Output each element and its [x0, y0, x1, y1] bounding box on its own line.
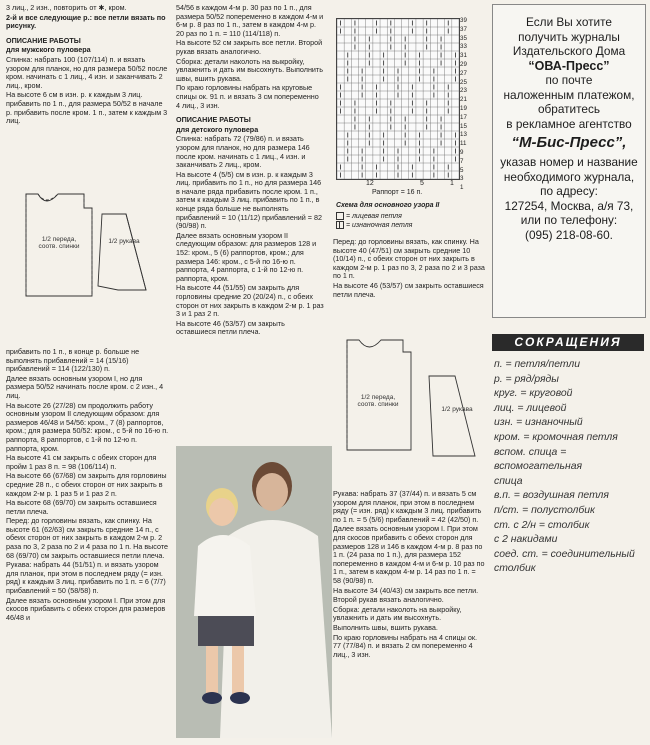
chart-row-number: 19 [460, 104, 467, 112]
text-kid-increases: На высоте 4 (5/5) см в изн. р. к каждым 3 лиц. прибавить по 1 п., но для размера 146 в начале ряда прибавить после кром. 1 п., затем к каждым 3 лиц. прибавить по 1 п., в конце ряда больше не выполнять прибавлений = 10 (11/12) прибавлений = 82 (90/98) п. [176, 169, 322, 231]
legend-purl-label: = изнаночная петля [345, 221, 413, 229]
heading-men: ОПИСАНИЕ РАБОТЫ [6, 35, 81, 45]
chart-row-number: 5 [460, 166, 464, 174]
chart-row-number: 7 [460, 157, 464, 165]
chart-row-number: 25 [460, 78, 467, 86]
chart-legend-purl [336, 221, 412, 229]
advert-agency: “М-Бис-Пресс”, [511, 134, 627, 151]
schematic-kid-back-label: 1/2 переда, соотв. спинки [357, 394, 399, 408]
abbr-item: ст. с 2/н = столбик [494, 519, 590, 531]
chart-legend-knit [336, 212, 402, 220]
text-kid-seams: Выполнить швы, вшить рукава. [333, 622, 438, 632]
abbr-item: соед. ст. = соединительный [494, 548, 635, 560]
chart-row-number: 11 [460, 140, 467, 148]
chart-row-number: 1 [460, 184, 464, 192]
abbr-item: п. = петля/петли [494, 359, 580, 370]
text-pattern-row: 3 лиц., 2 изн., повторить от ✱, кром. [6, 3, 127, 12]
advert-line: обратитесь [537, 102, 601, 116]
advert-line: или по телефону: [520, 213, 618, 227]
text-kid-back: Спинка: набрать 72 (79/86) п. и вязать узором для планок, но для размера 146 после кром. начинать с 1 лиц., 4 изн. и заканчивать 2 лиц., кром. [176, 134, 310, 170]
abbr-item: с 2 накидами [494, 534, 558, 546]
subheading-kid: для детского пуловера [176, 124, 259, 134]
chart-foot-5: 5 [420, 180, 424, 187]
text-neckline: На высоте 66 (67/68) см закрыть для горловины средние 28 п., с обеих сторон от них закрыть в каждом 2-м р. 1 раз 5 и 1 раз 2 п. [6, 471, 167, 498]
chart-row-number: 23 [460, 87, 467, 95]
schematic-men-sleeve-label: 1/2 рукава [108, 238, 140, 245]
abbr-item: в.п. = воздушная петля [494, 490, 609, 502]
chart-row-number: 37 [460, 25, 467, 33]
text-kid-sleeves-end: На высоте 34 (40/43) см закрыть все петли. [333, 585, 479, 595]
chart-row-number: 27 [460, 69, 467, 77]
abbr-item: изн. = изнаночный [494, 417, 583, 429]
advert-phone: (095) 218-08-60. [525, 227, 613, 242]
text-kid-sleeves-2: Далее вязать основным узором I. При этом для скосов прибавить с обеих сторон для размеров 128 и 146 в каждом 4-м р. 8 раз по 1 п. (24 раза по 1 п.), для размера 152 попеременно в каждом 4-м и 6-м р. 10 раз по 1 п., затем в каждом 4-м р. 14 раз по 1 п. = 58 (90/98) п. [333, 524, 485, 585]
text-kid-pattern: Далее вязать основным узором II следующим образом: для размеров 128 и 152: кром., 5 (6) раппортов, кром.; для размера 146: кром., с 5-й по 16-ю п. раппорта, 4 раппорта, с 1-й по 12-ю п. раппорта, кром. [176, 230, 317, 283]
advert-box [492, 4, 646, 318]
chart-row-number: 21 [460, 96, 467, 104]
advert-line: указав номер и название [500, 155, 638, 169]
text-shoulders: На высоте 68 (69/70) см закрыть оставшиеся петли плеча. [6, 498, 157, 516]
legend-knit-label: = лицевая петля [345, 212, 402, 220]
advert-line: Если Вы хотите [526, 15, 612, 29]
instructions-column-3 [333, 238, 485, 300]
chart-row-number: 31 [460, 52, 467, 60]
text-assembly: Сборка: детали наколоть на выкройку, увлажнить и дать им высохнуть. Выполнить швы, вшить рукава. [176, 56, 323, 83]
text-back: Спинка: набрать 100 (107/114) п. и вязать узором для планок, но для размера 50/52 после кром. начинать с 1 лиц., 4 изн. и заканчивать 2 лиц., кром. [6, 54, 168, 90]
text-sleeve-end: На высоте 52 см закрыть все петли. Второй рукав вязать аналогично. [176, 38, 323, 56]
text-front: Перед: до горловины вязать, как спинку. На высоте 61 (62/63) см закрыть средние 14 п., с обеих сторон от них закрыть в каждом 2-м р. 2 раза по 3, 2 раза по 2 и 4 раза по 1 п. На высоте 68 (69/70) см закрыть оставшиеся петли плеча. [6, 516, 169, 560]
text-sleeve-cont: 54/56 в каждом 4-м р. 30 раз по 1 п., для размера 50/52 попеременно в каждом 4-м и 6-м р. 8 раз по 1 п., затем в каждом 4-м р. 20 раз по 1 п. = 110 (114/118) п. [176, 3, 324, 38]
chart-row-number: 35 [460, 34, 467, 42]
advert-line: Издательского Дома [512, 44, 626, 58]
advert-address: 127254, Москва, а/я 73, [504, 198, 634, 213]
text-kid-neck-band: По краю горловины набрать на 4 спицы ок. 77 (77/84) п. и вязать 2 см попеременно 4 лиц., 3 изн. [333, 632, 477, 659]
text-kid-assembly: Сборка: детали наколоть на выкройку, увлажнить и дать им высохнуть. [333, 604, 462, 623]
chart-row-number: 39 [460, 17, 467, 24]
advert-line: получить журналы [518, 29, 620, 44]
advert-line: по адресу: [540, 184, 598, 198]
subheading-men: для мужского пуловера [6, 45, 91, 55]
text-kid-front-end: На высоте 46 (53/57) см закрыть оставшиеся петли плеча. [333, 280, 484, 299]
abbr-item: п/ст. = полустолбик [494, 504, 595, 516]
instructions-column-1-lower [6, 348, 170, 623]
text-kid-sleeves: Рукава: набрать 37 (37/44) п. и вязать 5 см узором для планок, при этом в последнем ряду (= изн. ряд) к каждым 3 лиц. прибавить по 1 п. = 5 (5/6) прибавлений = 42 (42/50) п. [333, 489, 482, 524]
text-increases: прибавить по 1 п., в конце р. больше не выполнять прибавлений = 14 (15/16) прибавлений = 114 (122/130) п. [6, 347, 140, 374]
schematic-men [6, 186, 170, 346]
chart-row-number: 29 [460, 60, 467, 68]
chart-row-number: 17 [460, 113, 467, 121]
chart-row-number: 33 [460, 43, 467, 51]
abbr-item: вспомогательная [494, 461, 583, 473]
schematic-kid [333, 332, 489, 482]
chart-row-number: 3 [460, 175, 464, 183]
purl-symbol-icon [336, 221, 344, 229]
advert-line: наложенным платежом, [503, 87, 635, 102]
text-kid-neck: На высоте 44 (51/55) см закрыть для горловины средние 20 (20/24) п., с обеих сторон от них закрыть в каждом 2-м р. 1 раз 3 и 1 раз 2 п. [176, 283, 324, 319]
text-armholes: На высоте 41 см закрыть с обеих сторон для пройм 1 раз 8 п. = 98 (106/114) п. [6, 453, 157, 471]
text-sleeves: Рукава: набрать 44 (51/51) п. и вязать узором для планок, при этом в последнем ряду (= изн. ряд) к каждым 3 лиц. прибавить по 1 п. = 6 (7/7) прибавлений = 50 (58/58) п. [6, 560, 166, 596]
schematic-men-back-label: 1/2 переда, соотв. спинки [38, 236, 80, 250]
instructions-column-2 [176, 4, 324, 338]
chart-rapport: Раппорт = 16 п. [372, 189, 423, 196]
advert-publisher: “ОВА-Пресс” [528, 58, 610, 73]
abbr-item: лиц. = лицевой [494, 402, 567, 414]
text-neck-band: По краю горловины набрать на круговые спицы ок. 91 п. и вязать 3 см попеременно 4 лиц., 3 изн. [176, 83, 319, 110]
chart-row-number: 13 [460, 131, 467, 139]
abbr-item: кром. = кромочная петля [494, 431, 618, 443]
photo-father-and-child [176, 446, 332, 738]
schematic-kid-sleeve-label: 1/2 рукава [441, 406, 473, 413]
abbr-item: вспом. спица = [494, 446, 567, 458]
chart-row-number: 15 [460, 122, 467, 130]
text-kid-shoulders: На высоте 46 (53/57) см закрыть оставшиеся петли плеча. [176, 318, 285, 337]
advert-line: необходимого журнала, [503, 169, 635, 184]
chart-foot-1: 1 [450, 180, 454, 187]
text-kid-second-sleeve: Второй рукав вязать аналогично. [333, 595, 444, 605]
text-sleeves-2: Далее вязать основным узором I. При этом для скосов прибавить с обеих сторон для размеров 46/48 и [6, 595, 166, 622]
abbr-item: спица [494, 475, 523, 487]
text-pattern-i: Далее вязать основным узором I, но для размера 50/52 начинать после кром. с 2 изн., 4 лиц. [6, 373, 164, 400]
text-back-2: На высоте 6 см в изн. р. к каждым 3 лиц. прибавить по 1 п., для размера 50/52 в начале р. прибавить после кром. 1 п., затем к каждым 3 лиц. [6, 90, 168, 126]
abbr-item: столбик [494, 563, 536, 575]
heading-kid: ОПИСАНИЕ РАБОТЫ [176, 115, 251, 125]
chart-row-numbers [460, 17, 480, 193]
abbreviations-list [494, 358, 646, 577]
knit-symbol-icon [336, 212, 344, 220]
instructions-column-1 [6, 4, 170, 127]
chart-title: Схема для основного узора II [336, 202, 440, 209]
pattern-chart [336, 18, 460, 180]
abbr-item: круг. = круговой [494, 388, 573, 400]
abbreviations-title: СОКРАЩЕНИЯ [492, 334, 644, 351]
advert-line: в рекламное агентство [506, 116, 632, 131]
abbr-item: р. = ряд/ряды [494, 373, 559, 385]
text-pattern-row-2: 2-й и все следующие р.: все петли вязать по рисунку. [6, 12, 166, 31]
instructions-column-3-lower [333, 490, 485, 660]
text-kid-front: Перед: до горловины вязать, как спинку. На высоте 40 (47/51) см закрыть средние 10 (10/14) п., с обеих сторон от них закрыть в каждом 2-м р. 1 раз по 3, 2 раза по 2 и 3 раза по 1 п. [333, 237, 485, 281]
advert-line: по почте [545, 73, 593, 87]
chart-row-number: 9 [460, 148, 464, 156]
text-pattern-ii: На высоте 26 (27/28) см продолжить работу основным узором II следующим образом: для размеров 46/48 и 54/56: кром., 7 (8) раппортов, кром.; для размера 50/52: кром., с 5-й по 16-ю п. раппорта, 8 раппортов, с 1-й по 12-ю п. раппорта, кром. [6, 400, 169, 453]
chart-foot-12: 12 [366, 180, 374, 187]
